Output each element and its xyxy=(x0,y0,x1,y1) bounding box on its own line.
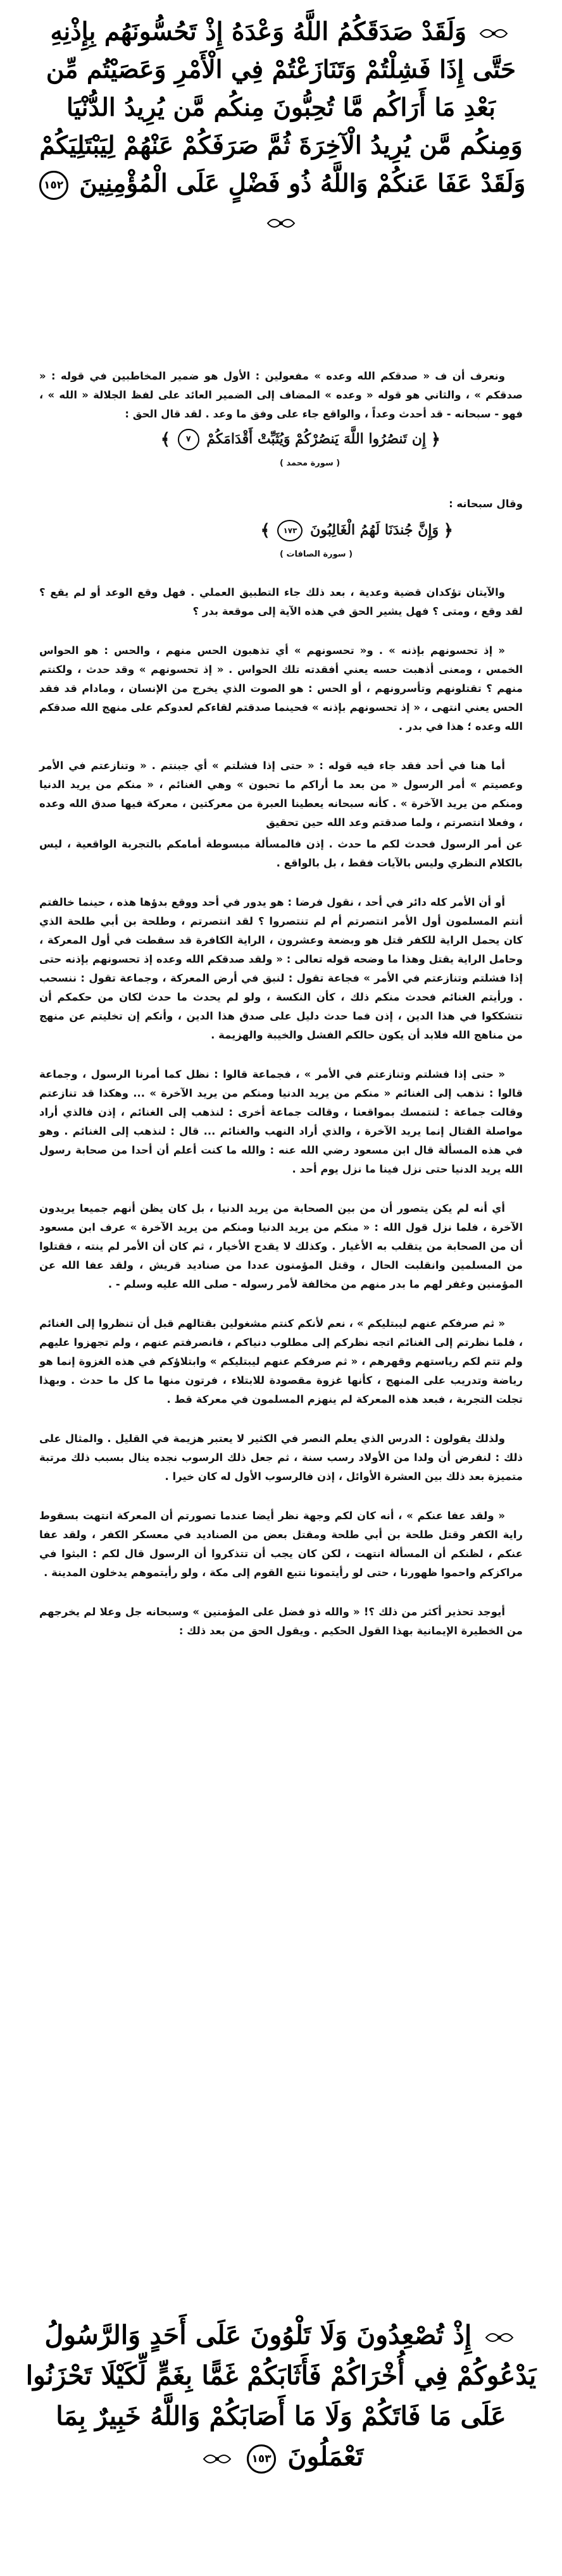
ayah-number-badge: ١٧٣ xyxy=(277,520,303,541)
paragraph: « إذ تحسونهم بإذنه » . و« تحسونهم » أي تذهبون الحس منهم ، والحس : هو الحواس الخمس ، ومعنى أذهبت حسه يعني أفقدته تلك الحواس . « إذ تحسونهم » وقد حدث ، ولكنتم منهم ؟ تقتلونهم وتأسرونهم ، أو الحس : هو الصوت الذي يخرج من الإنسان ، ومادام قد فقد الحس يعني انتهى ، « إذ تحسونهم بإذنه » فحينما صدقتم لقاءكم لعدوكم على منهج الله صدقكم الله وعده ؛ هذا في بدر . xyxy=(39,644,523,732)
paragraph: « ثم صرفكم عنهم ليبتليكم » ، نعم لأنكم كنتم مشغولين بقتالهم قبل أن تنظروا إلى الغنائم ، فلما نظرتم إلى الغنائم اتجه نظركم إلى مطلوب دنياكم ، فانصرفتم عنهم ، ولم تجهزوا عليهم ولم تتم لكم رياستهم وقهرهم ، « ثم صرفكم عنهم ليبتليكم » وابتلاؤكم في هذه الغزوة إنما هو رياضة وتدريب على المنهج ، كأنها غزوة مقصودة للابتلاء ، فرتون منها ما كل ما حدث . وبهذا تجلت التجربة ، فبعد هذه المعركة لم ينهزم المسلمون في معركة قط . xyxy=(39,1317,523,1405)
paragraph: ولذلك يقولون : الدرس الذي يعلم النصر في الكثير لا يعتبر هزيمة في القليل . والمثال على ذلك : لنفرض أن ولدا من الأولاد رسب سنة ، ثم جعل ذلك الرسوب نجده ينال بسبب ذلك مرتبة متميزة بعد ذلك بين العشرة الأوائل ، إذن فالرسوب الأول له كان خيرا . xyxy=(39,1433,523,1482)
paragraph: أما هنا في أحد فقد جاء فيه قوله : « حتى إذا فشلتم » أي جبنتم . « وتنازعتم في الأمر وعصيتم » أمر الرسول « من بعد ما أراكم ما تحبون » وهي الغنائم ، « منكم من يريد الدنيا ومنكم من يريد الآخرة » . كأنه سبحانه يعطينا العبرة من معركتين ، معركة فيها صدق الله وعده ، وفعلا انتصرتم ، ولما صدقتم وعد الله حين تحقيق xyxy=(39,760,523,829)
bracket-icon: ﴾ xyxy=(160,430,170,449)
ayah-number-badge: ١٥٢ xyxy=(39,171,68,200)
paragraph: « حتى إذا فشلتم وتنازعتم في الأمر » ، فجماعة قالوا : نظل كما أمرنا الرسول ، وجماعة قالوا : نذهب إلى الغنائم « منكم من يريد الدنيا ومنكم من يريد الآخرة » ... وهكذا قد تنازعتم وقالت جماعة : لنتمسك بمواقعنا ، وقالت جماعة أخرى : لنذهب إلى الغنائم ، إذن فالذي أراد مواصلة القتال إنما يريد الآخرة ، والذي أراد النهب والغنائم ... قال : لنذهب إلى الغنائم . وهو في هذه المسألة قال ابن مسعود رضي الله عنه : والله ما كنت أعلم أن أحدا من صحابة رسول الله يريد الدنيا حتى نزل فينا ما نزل يوم أحد . xyxy=(39,1068,523,1175)
paragraph: « ولقد عفا عنكم » ، أنه كان لكم وجهة نظر أيضا عندما تصورتم أن المعركة انتهت بسقوط راية الكفر وقتل طلحة بن أبي طلحة ومقتل بعض من الصناديد في معسكر الكفر ، ولقد عفا عنكم ، لظنكم أن المسألة انتهت ، لكن كان يجب أن تتذكروا أن الرسول قال لكم : البثوا في مراكزكم واحموا ظهورنا ، حتى لو رأيتمونا نتبع القوم إلى مكة ، ولو رأيتموهم يدخلون المدينة . xyxy=(39,1510,523,1579)
intro-paragraph: ونعرف أن ف « صدقكم الله وعده » مفعولين : الأول هو ضمير المخاطبين في قوله : « صدقكم » ، والثاني هو قوله « وعده » المضاف إلى الضمير العائد على لفظ الجلالة « الله » ، فهو - سبحانه - قد أحدث وعداً ، والواقع جاء على وفق ما وعد . لقد قال الحق : xyxy=(39,370,523,420)
surah-reference: ( سورة محمد ) xyxy=(280,459,340,468)
paragraph: عن أمر الرسول فحدث لكم ما حدث . إذن فالمسألة مبسوطة أمامكم بالتجربة الواقعية ، ليس بالكلام النظري وليس بالآيات فقط ، بل بالواقع . xyxy=(39,838,523,869)
surah-reference: ( سورة الصافات ) xyxy=(280,550,353,559)
verse-ornament-icon xyxy=(203,2451,232,2467)
paragraph: والآيتان تؤكدان قضية وعدية ، بعد ذلك جاء التطبيق العملي . فهل وقع الوعد أو لم يقع ؟ لقد وقع ، ومتى ؟ فهل يشير الحق في هذه الآية إلى موقعة بدر ؟ xyxy=(39,586,523,617)
citation-verse-2 xyxy=(39,520,453,541)
quran-verse-text: إِذْ تُصْعِدُونَ وَلَا تَلْوُونَ عَلَى أَحَدٍ وَالرَّسُولُ يَدْعُوكُمْ فِي أُخْرَاكُمْ فَأَثَابَكُمْ غَمًّا بِغَمٍّ لِّكَيْلَا تَحْزَنُوا عَلَى مَا فَاتَكُمْ وَلَا مَا أَصَابَكُمْ وَاللَّهُ خَبِيرٌ بِمَا تَعْمَلُونَ xyxy=(25,2320,537,2472)
verse-ornament-icon xyxy=(479,25,508,42)
verse-ornament-icon xyxy=(485,2329,514,2346)
quran-verse-bottom xyxy=(25,2315,537,2477)
bracket-icon: ﴾ xyxy=(260,521,270,540)
verse-ornament-icon xyxy=(266,215,296,231)
citation-text: إِن تَنصُرُوا اللَّهَ يَنصُرْكُمْ وَيُثَبِّتْ أَقْدَامَكُمْ xyxy=(206,431,427,447)
bracket-icon: ﴿ xyxy=(430,430,440,449)
paragraph: أيوجد تحذير أكثر من ذلك ؟! « والله ذو فضل على المؤمنين » وسبحانه جل وعلا لم يخرجهم من الخطيرة الإيمانية بهذا القول الحكيم . ويقول الحق من بعد ذلك : xyxy=(39,1606,523,1637)
ayah-number-badge: ١٥٣ xyxy=(247,2444,276,2474)
quran-verse-top xyxy=(0,0,562,240)
commentary-body xyxy=(39,367,523,1661)
bracket-icon: ﴿ xyxy=(443,521,453,540)
said-line: وقال سبحانه : xyxy=(449,498,523,510)
citation-verse-1 xyxy=(39,429,440,450)
paragraph: أو أن الأمر كله دائر في أحد ، نقول فرضا : هو يدور في أحد ووقع بدؤها هذه ، حينما خالفتم أنتم المسلمون أول الأمر انتصرتم أم لم تنتصروا ؟ لقد انتصرتم ، وطلحة بن أبي طلحة الذي كان يحمل الراية للكفر قتل هو وبضعة وعشرون ، الراية الكافرة قد سقطت في أول المعركة ، وحامل الراية يقتل وهذا ما وضحه قوله تعالى : « ولقد صدقكم الله وعده إذ تحسونهم بإذنه حتى إذا فشلتم وتنازعتم في الأمر » فجاعة تقول : لنبق في أرض المعركة ، وجماعة تقول : ننسحب . ورأيتم الغنائم فحدث منكم ذلك ، كأن النكسة ، ولو لم يحدث ما حدث لكان من حكمكم أن تتشككوا في هذا الدين ، إذن فما حدث دليل على صدق هذا الدين ، وأنكم إن تخليتم عن منهج من مناهج الله فلابد أن يكون حالكم الفشل والخيبة والهزيمة . xyxy=(39,896,523,1041)
paragraph: أي أنه لم يكن يتصور أن من بين الصحابة من يريد الدنيا ، بل كان يظن أنهم جميعا يريدون الآخرة ، فلما نزل قول الله : « منكم من يريد الدنيا ومنكم من يريد الآخرة » عرف ابن مسعود أن من الصحابة من يتقلب به الأغيار . وكذلك لا يقدح الأخيار ، ثم كان أن الأمر لم ينته ، فقتلوا من المسلمين وانقلبت الحال ، وقتل المؤمنون عددا من صناديد قريش ، ولقد عفا الله عن المؤمنين وغفر لهم ما بدر منهم من مخالفة لأمر رسوله - صلى الله عليه وسلم - . xyxy=(39,1202,523,1290)
citation-text: وَإِنَّ جُندَنَا لَهُمُ الْغَالِبُونَ xyxy=(310,522,439,538)
ayah-number-badge: ٧ xyxy=(178,429,199,450)
quran-verse-text: وَلَقَدْ صَدَقَكُمُ اللَّهُ وَعْدَهُ إِذْ تَحُسُّونَهُم بِإِذْنِهِ حَتَّى إِذَا فَشِلْتُمْ وَتَنَازَعْتُمْ فِي الْأَمْرِ وَعَصَيْتُم مِّن بَعْدِ مَا أَرَاكُم مَّا تُحِبُّونَ مِنكُم مَّن يُرِيدُ الدُّنْيَا وَمِنكُم مَّن يُرِيدُ الْآخِرَةَ ثُمَّ صَرَفَكُمْ عَنْهُمْ لِيَبْتَلِيَكُمْ وَلَقَدْ عَفَا عَنكُمْ وَاللَّهُ ذُو فَضْلٍ عَلَى الْمُؤْمِنِينَ xyxy=(39,17,526,198)
